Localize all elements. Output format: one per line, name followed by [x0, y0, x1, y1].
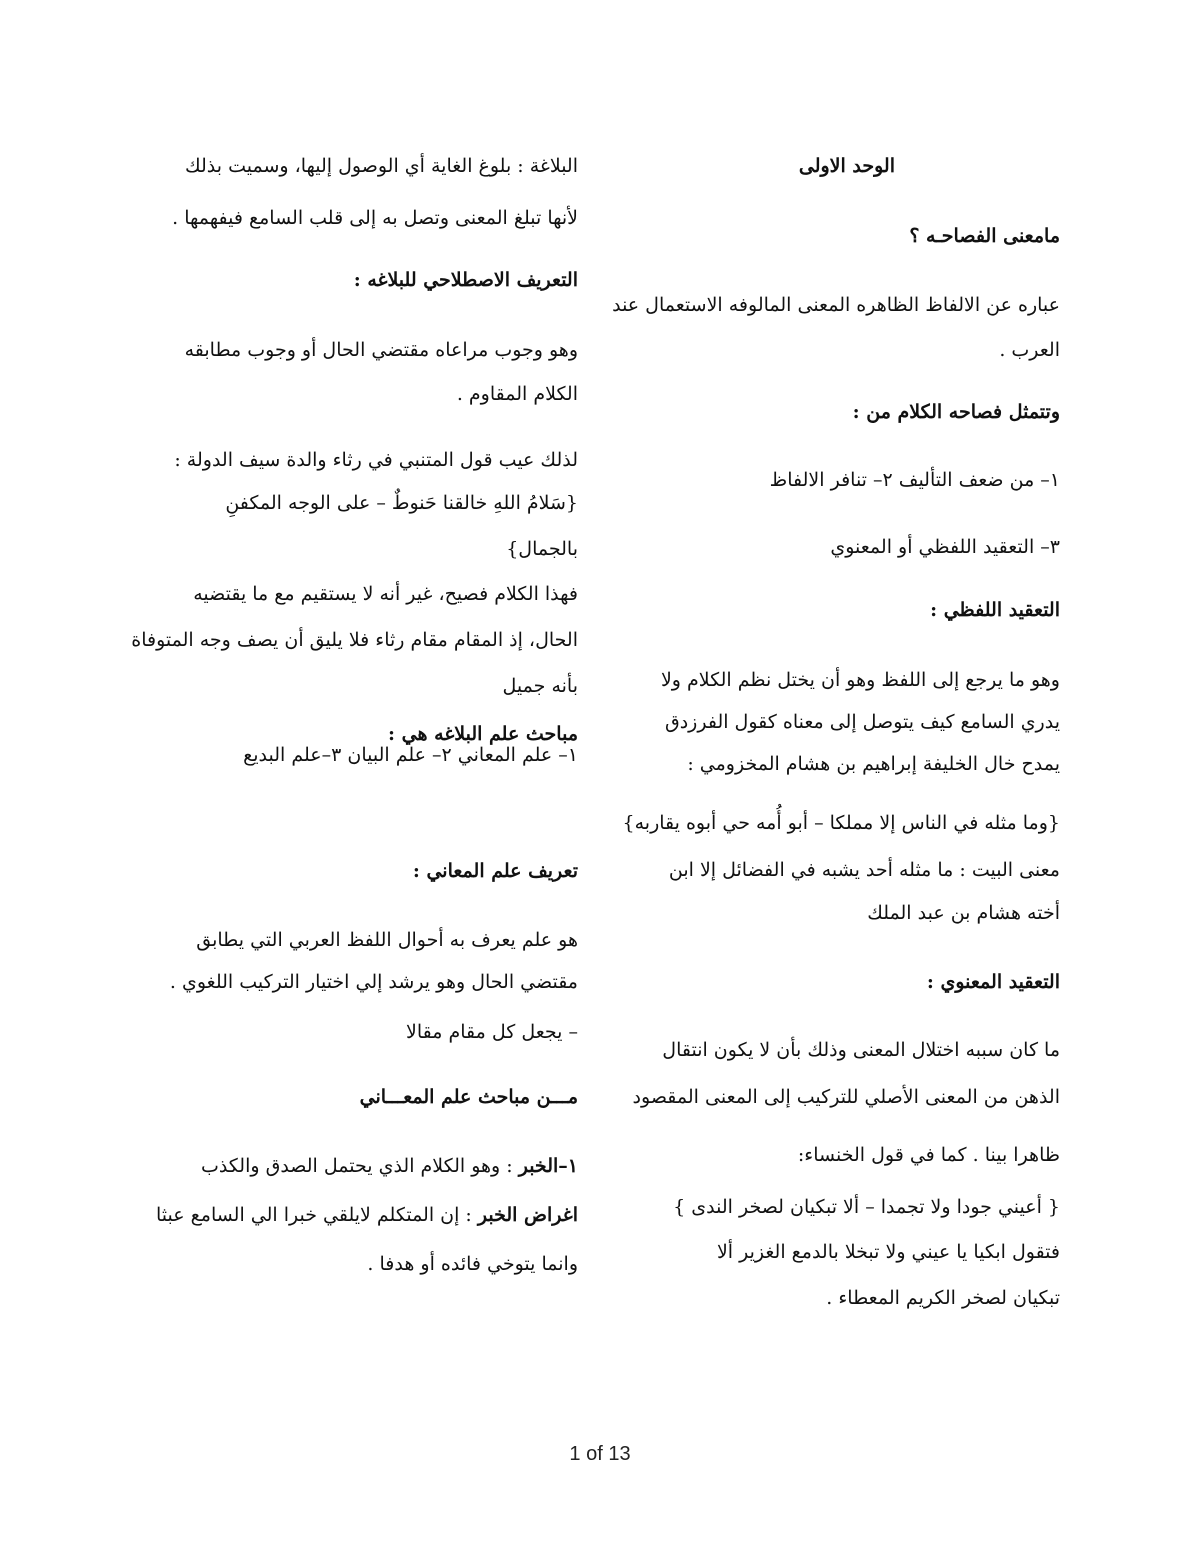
paragraph-line: فتقول ابكيا يا عيني ولا تبخلا بالدمع الغزير ألا	[716, 1241, 1060, 1263]
question-heading: مامعنى الفصاحـه ؟	[909, 225, 1060, 247]
list-item: ١– من ضعف التأليف ٢– تنافر الالفاظ	[769, 469, 1060, 491]
section-heading: مـــن مباحث علم المعـــاني	[359, 1086, 578, 1108]
verse-line: { أعيني جودا ولا تجمدا – ألا تبكيان لصخر الندى }	[673, 1196, 1060, 1218]
paragraph-line: بأنه جميل	[502, 675, 578, 697]
paragraph-line: البلاغة : بلوغ الغاية أي الوصول إليها، وسميت بذلك	[184, 155, 578, 177]
paragraph-line: أخته هشام بن عبد الملك	[867, 902, 1060, 924]
paragraph-line: معنى البيت : ما مثله أحد يشبه في الفضائل إلا ابن	[668, 859, 1060, 881]
paragraph-line: عباره عن الالفاظ الظاهره المعنى المالوفه الاستعمال عند	[612, 294, 1060, 316]
paragraph-line: مقتضي الحال وهو يرشد إلي اختيار التركيب اللغوي .	[169, 971, 578, 993]
paragraph-line: وهو وجوب مراعاه مقتضي الحال أو وجوب مطابقه	[184, 339, 578, 361]
paragraph-line: وهو ما يرجع إلى اللفظ وهو أن يختل نظم الكلام ولا	[660, 669, 1060, 691]
section-heading: التعقيد المعنوي :	[926, 971, 1060, 993]
section-heading: التعريف الاصطلاحي للبلاغه :	[353, 269, 578, 291]
term-text: : وهو الكلام الذي يحتمل الصدق والكذب	[200, 1155, 519, 1177]
page-title: الوحد الاولى	[798, 155, 895, 177]
paragraph-line: يدري السامع كيف يتوصل إلى معناه كقول الفرزدق	[664, 711, 1060, 733]
paragraph-line: يمدح خال الخليفة إبراهيم بن هشام المخزومي :	[687, 753, 1060, 775]
paragraph-line: الحال، إذ المقام مقام رثاء فلا يليق أن يصف وجه المتوفاة	[131, 629, 578, 651]
term-label: اغراض الخبر	[477, 1204, 578, 1226]
term-text: : إن المتكلم لايلقي خبرا الي السامع عبثا	[156, 1204, 478, 1226]
section-heading: مباحث علم البلاغه هي :	[388, 723, 578, 745]
paragraph-line: فهذا الكلام فصيح، غير أنه لا يستقيم مع ما يقتضيه	[193, 583, 578, 605]
paragraph-line: لذلك عيب قول المتنبي في رثاء والدة سيف الدولة :	[174, 449, 578, 471]
paragraph-line: ظاهرا بينا . كما في قول الخنساء:	[797, 1144, 1060, 1166]
paragraph-line: الكلام المقاوم .	[456, 383, 578, 405]
section-heading: تعريف علم المعاني :	[412, 860, 578, 882]
paragraph-line: العرب .	[999, 339, 1060, 361]
list-item: ١– علم المعاني ٢– علم البيان ٣–علم البديع	[243, 744, 578, 766]
paragraph-line: ما كان سببه اختلال المعنى وذلك بأن لا يكون انتقال	[662, 1039, 1060, 1061]
definition-line	[201, 1152, 578, 1180]
paragraph-line: تبكيان لصخر الكريم المعطاء .	[826, 1287, 1060, 1309]
verse-line: {سَلامُ اللهِ خالقنا حَنوطٌ – على الوجه المكفنِ	[225, 492, 578, 514]
page-number: 1 of 13	[569, 1443, 631, 1465]
paragraph-line: وانما يتوخي فائده أو هدفا .	[367, 1253, 578, 1275]
bullet-item: – يجعل كل مقام مقالا	[406, 1021, 578, 1043]
verse-line: بالجمال}	[506, 538, 578, 560]
paragraph-line: هو علم يعرف به أحوال اللفظ العربي التي يطابق	[196, 929, 578, 951]
verse-line: {وما مثله في الناس إلا مملكا – أبو أُمه حي أبوه يقاربه}	[622, 812, 1060, 834]
paragraph-line: لأنها تبلغ المعنى وتصل به إلى قلب السامع فيفهمها .	[172, 207, 578, 229]
term-label: ١–الخبر	[518, 1155, 578, 1177]
paragraph-line: الذهن من المعنى الأصلي للتركيب إلى المعنى المقصود	[632, 1086, 1060, 1108]
section-heading: التعقيد اللفظي :	[930, 599, 1060, 621]
list-item: ٣– التعقيد اللفظي أو المعنوي	[830, 536, 1060, 558]
definition-line	[156, 1201, 578, 1229]
section-heading: وتتمثل فصاحه الكلام من :	[852, 401, 1060, 423]
